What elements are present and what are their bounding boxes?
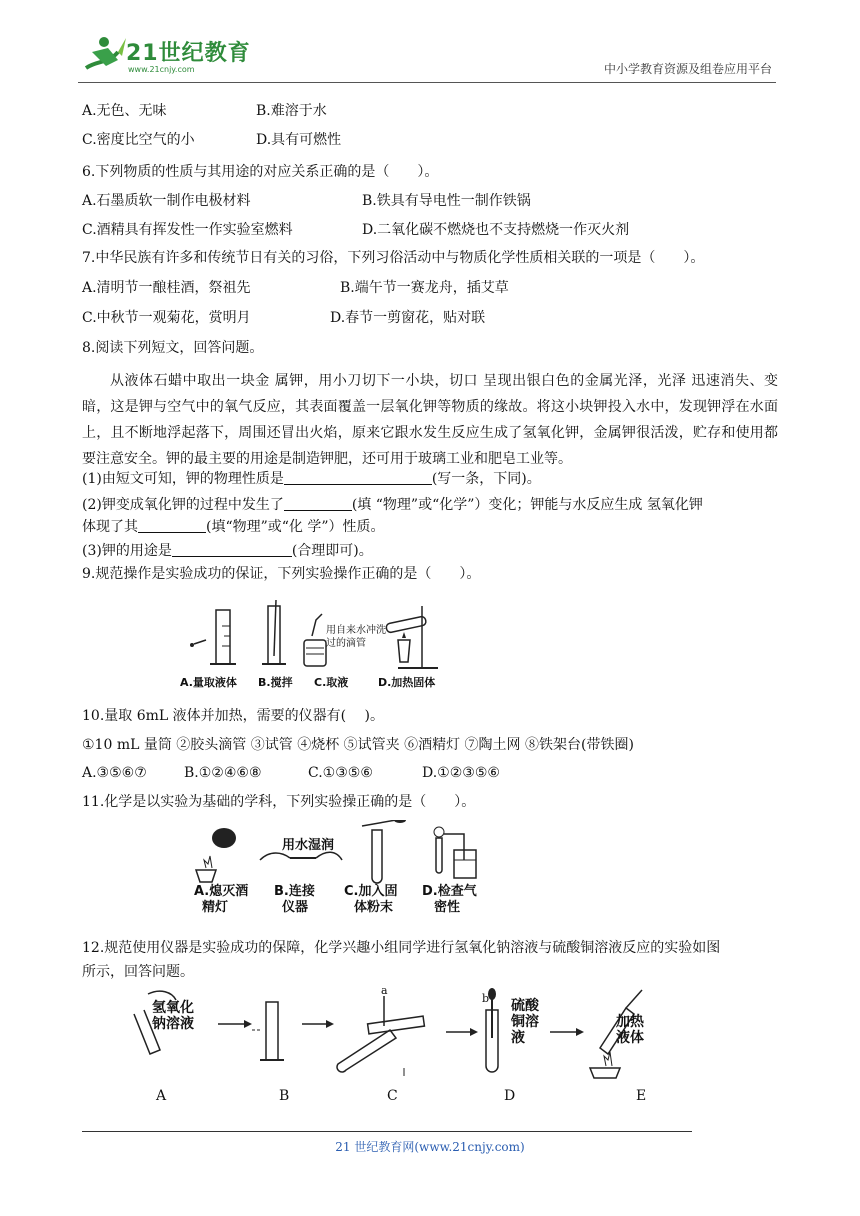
q9-caption-c: C.取液 bbox=[314, 676, 349, 689]
q9-caption-b: B.搅拌 bbox=[258, 676, 293, 689]
q12-note-e: 加热 液体 bbox=[616, 1014, 644, 1046]
q11-experiment-figure bbox=[186, 820, 486, 890]
q10-list: ①10 mL 量筒 ②胶头滴管 ③试管 ④烧杯 ⑤试管夹 ⑥酒精灯 ⑦陶土网 ⑧铁架台(带铁圈) bbox=[82, 737, 634, 753]
q12-experiment-figure bbox=[120, 984, 700, 1080]
q11-caption-a: A.熄灭酒 精灯 bbox=[194, 884, 249, 915]
q10-option-a: A.③⑤⑥⑦ bbox=[82, 765, 147, 781]
footer-link[interactable]: 21 世纪教育网(www.21cnjy.com) bbox=[335, 1140, 525, 1154]
logo-subtitle: www.21cnjy.com bbox=[128, 65, 195, 74]
q11-figure-note: 用水湿润 bbox=[282, 838, 335, 853]
q7-option-b: B.端午节一赛龙舟，插艾草 bbox=[340, 280, 509, 296]
q11-caption-c: C.加入固 体粉末 bbox=[344, 884, 398, 915]
header-divider bbox=[78, 82, 776, 83]
answer-blank[interactable] bbox=[172, 540, 292, 557]
q8-sub2: (2)钾变成氧化钾的过程中发生了 (填 “物理”或“化学”）变化；钾能与水反应生成 氢氧化钾 bbox=[82, 494, 703, 515]
q8-passage: 从液体石蜡中取出一块金 属钾，用小刀切下一小块，切口 呈现出银白色的金属光泽，光泽 迅速消失、变暗，这是钾与空气中的氧气反应，其表面覆盖一层氧化钾等物质的缘故。将这小块钾投入水中，发现钾浮在水面上，且不断地浮起落下，周围还冒出火焰，原来它跟水发生反应生成了氢氧化钾，金属钾很活泼，贮存和使用都要注意安全。钾的最主要的用途是制造钾肥，还可用于玻璃工业和肥皂工业等。 bbox=[82, 373, 778, 467]
q11-caption-b: B.连接 仪器 bbox=[274, 884, 315, 915]
q10-option-d: D.①②③⑤⑥ bbox=[422, 765, 500, 781]
q12-label-c: C bbox=[387, 1088, 398, 1104]
q7-option-c: C.中秋节一观菊花，赏明月 bbox=[82, 310, 251, 326]
q12-label-a: A bbox=[156, 1088, 167, 1104]
q9-figure-note: 用自来水冲洗过的滴管 bbox=[326, 625, 386, 649]
q5-option-c: C.密度比空气的小 bbox=[82, 132, 195, 148]
q7-option-a: A.清明节一酿桂酒，祭祖先 bbox=[82, 280, 251, 296]
q12-note-d: 硫酸 铜溶 液 bbox=[511, 998, 539, 1046]
logo-text: 21世纪教育 bbox=[126, 41, 251, 66]
q12-note-a: 氢氧化 钠溶液 bbox=[152, 1000, 194, 1032]
q6-option-d: D.二氧化碳不燃烧也不支持燃烧一作灭火剂 bbox=[362, 222, 630, 238]
q8-sub2-cont: 体现了其 (填“物理”或“化 学”）性质。 bbox=[82, 516, 385, 537]
q12-label-b: B bbox=[279, 1088, 290, 1104]
answer-blank[interactable] bbox=[284, 494, 352, 511]
q10-stem: 10.量取 6mL 液体并加热，需要的仪器有( )。 bbox=[82, 708, 385, 724]
q8-stem: 8.阅读下列短文，回答问题。 bbox=[82, 340, 264, 356]
q8-sub3: (3)钾的用途是 (合理即可)。 bbox=[82, 540, 373, 561]
q12-mark-b: b bbox=[482, 992, 490, 1005]
q5-option-d: D.具有可燃性 bbox=[256, 132, 342, 148]
q12-stem-line2: 所示，回答问题。 bbox=[82, 964, 194, 980]
q12-mark-a: a bbox=[381, 984, 388, 997]
q6-stem: 6.下列物质的性质与其用途的对应关系正确的是（ ）。 bbox=[82, 164, 439, 180]
q7-stem: 7.中华民族有许多和传统节日有关的习俗，下列习俗活动中与物质化学性质相关联的一项是（ ）。 bbox=[82, 250, 705, 266]
footer-divider bbox=[82, 1131, 692, 1132]
q7-option-d: D.春节一剪窗花，贴对联 bbox=[330, 310, 486, 326]
q10-option-b: B.①②④⑥⑧ bbox=[184, 765, 262, 781]
platform-title: 中小学教育资源及组卷应用平台 bbox=[603, 62, 772, 76]
q5-option-b: B.难溶于水 bbox=[256, 103, 327, 119]
q9-caption-a: A.量取液体 bbox=[180, 676, 237, 689]
q12-label-e: E bbox=[636, 1088, 647, 1104]
q5-option-a: A.无色、无味 bbox=[82, 103, 167, 119]
q8-sub1: (1)由短文可知，钾的物理性质是 (写一条，下同)。 bbox=[82, 468, 541, 489]
q6-option-b: B.铁具有导电性一制作铁锅 bbox=[362, 193, 531, 209]
q6-option-a: A.石墨质软一制作电极材料 bbox=[82, 193, 251, 209]
q6-option-c: C.酒精具有挥发性一作实验室燃料 bbox=[82, 222, 293, 238]
q11-stem: 11.化学是以实验为基础的学科，下列实验操正确的是（ ）。 bbox=[82, 794, 476, 810]
q9-caption-d: D.加热固体 bbox=[378, 676, 436, 689]
answer-blank[interactable] bbox=[138, 516, 206, 533]
q10-option-c: C.①③⑤⑥ bbox=[308, 765, 373, 781]
q12-stem-line1: 12.规范使用仪器是实验成功的保障，化学兴趣小组同学进行氢氧化钠溶液与硫酸铜溶液反应的实验如图 bbox=[82, 940, 721, 956]
q12-label-d: D bbox=[504, 1088, 516, 1104]
q9-stem: 9.规范操作是实验成功的保证，下列实验操作正确的是（ ）。 bbox=[82, 566, 481, 582]
q11-caption-d: D.检查气 密性 bbox=[422, 884, 477, 915]
answer-blank[interactable] bbox=[284, 468, 432, 485]
